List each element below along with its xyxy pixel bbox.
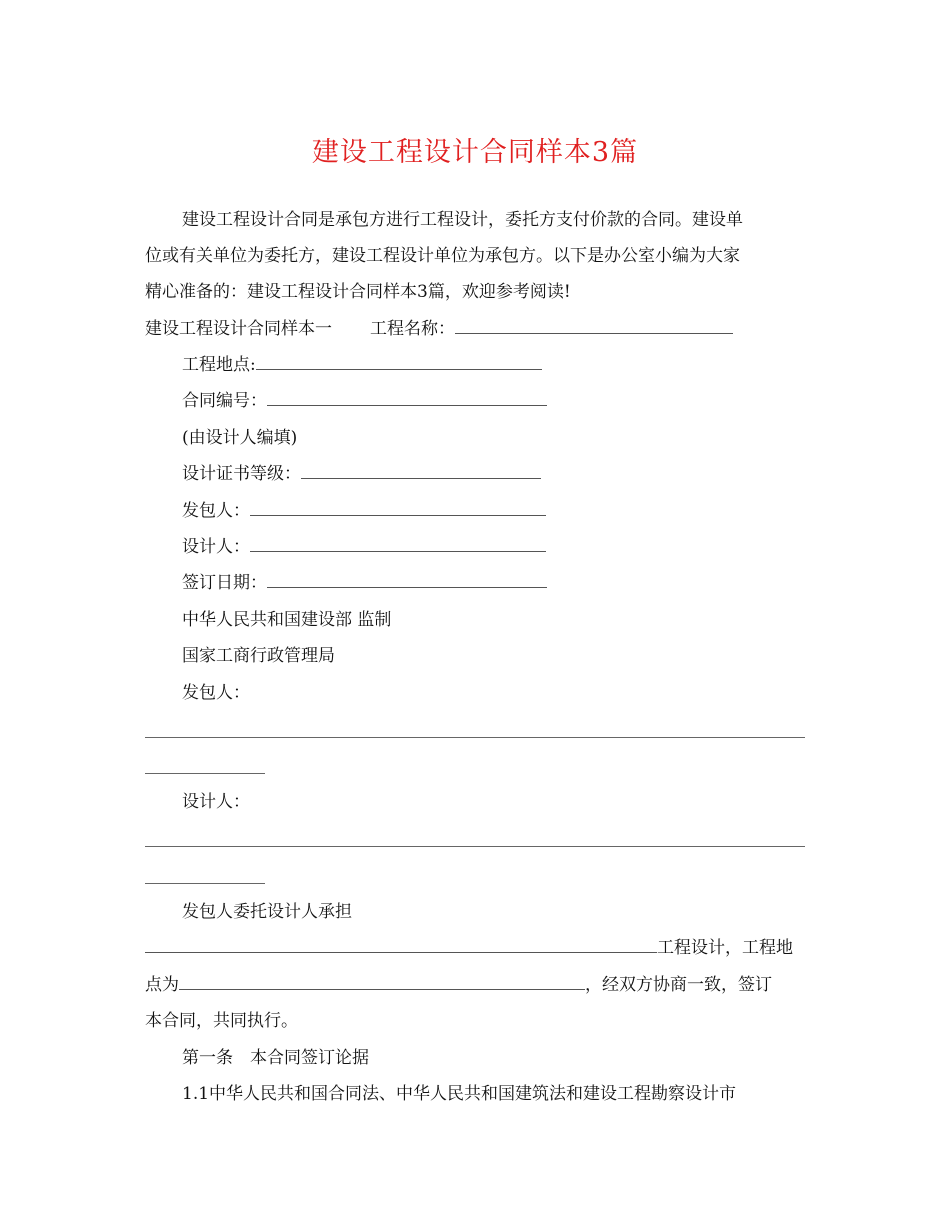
employer-blank-line-1[interactable] (145, 737, 805, 738)
employer-label: 发包人： (182, 683, 250, 703)
contract-no-note: (由设计人编填) (182, 428, 298, 448)
supervisor-line-2: 国家工商行政管理局 (182, 646, 335, 666)
place-tail: ，经双方协商一致，签订 (585, 975, 772, 995)
intro-line-3: 精心准备的：建设工程设计合同样本3篇，欢迎参考阅读! (145, 282, 571, 302)
designer-blank-line-1[interactable] (145, 846, 805, 847)
cert-level-blank[interactable] (301, 463, 541, 479)
project-blank[interactable] (145, 937, 657, 953)
sample-heading-row (145, 318, 733, 340)
entrust-line: 发包人委托设计人承担 (182, 902, 352, 922)
place-prefix: 点为 (145, 975, 179, 995)
entrust-project-row (145, 937, 793, 959)
sign-date-blank[interactable] (267, 572, 547, 588)
employer-field-label: 发包人： (182, 501, 250, 521)
designer-blank-line-2[interactable] (145, 883, 265, 884)
location-blank[interactable] (256, 354, 542, 370)
cert-level-label: 设计证书等级： (182, 464, 301, 484)
document-title: 建设工程设计合同样本3篇 (311, 137, 639, 168)
project-name-blank[interactable] (455, 318, 733, 334)
designer-label: 设计人： (182, 792, 250, 812)
employer-field (182, 500, 546, 522)
location-label: 工程地点: (182, 355, 256, 375)
clause-1-1: 1.1中华人民共和国合同法、中华人民共和国建筑法和建设工程勘察设计市 (182, 1084, 737, 1104)
intro-line-2: 位或有关单位为委托方，建设工程设计单位为承包方。以下是办公室小编为大家 (145, 246, 740, 266)
designer-blank[interactable] (250, 536, 546, 552)
intro-line-1: 建设工程设计合同是承包方进行工程设计，委托方支付价款的合同。建设单 (182, 210, 743, 230)
designer-field-label: 设计人： (182, 537, 250, 557)
entrust-tail: 工程设计，工程地 (657, 938, 793, 958)
cert-level-field (182, 463, 541, 485)
contract-no-label: 合同编号： (182, 391, 267, 411)
project-name-label: 工程名称： (370, 319, 455, 339)
place-blank[interactable] (179, 974, 585, 990)
employer-blank-line-2[interactable] (145, 773, 265, 774)
sample-heading: 建设工程设计合同样本一 (145, 319, 332, 339)
place-end: 本合同，共同执行。 (145, 1011, 298, 1031)
article-1-heading: 第一条 本合同签订论据 (182, 1048, 369, 1068)
sign-date-field (182, 572, 547, 594)
contract-no-field (182, 390, 547, 412)
employer-blank[interactable] (250, 500, 546, 516)
sign-date-label: 签订日期： (182, 573, 267, 593)
supervisor-line-1: 中华人民共和国建设部 监制 (182, 610, 392, 630)
contract-no-blank[interactable] (267, 390, 547, 406)
location-field (182, 354, 542, 376)
place-row (145, 974, 772, 996)
designer-field (182, 536, 546, 558)
